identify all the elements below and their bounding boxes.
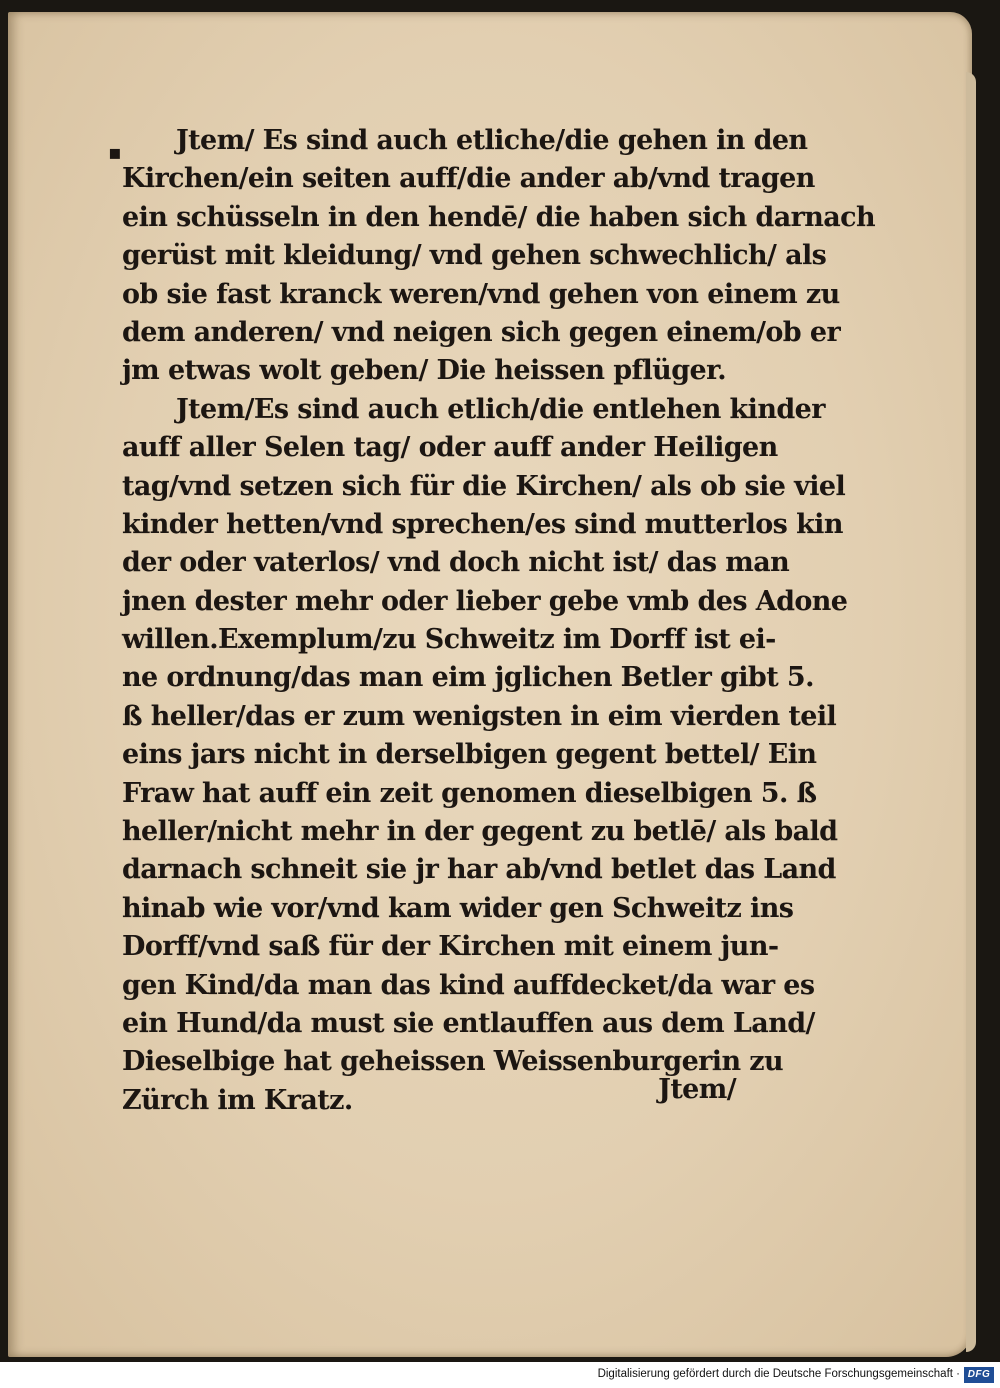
text-line-18: Fraw hat auff ein zeit genomen dieselbigen 5. ß (122, 777, 817, 809)
text-line-4: gerüst mit kleidung/ vnd gehen schwechlich/ als (122, 240, 827, 272)
footer-bar (0, 1362, 1000, 1388)
text-line-10: tag/vnd setzen sich für die Kirchen/ als ob sie viel (122, 470, 846, 502)
text-block (122, 122, 876, 1120)
text-line-25: Dieselbige hat geheissen Weissenburgerin zu (122, 1046, 784, 1078)
text-line-8: Jtem/Es sind auch etlich/die entlehen kinder (176, 393, 825, 425)
text-line-15: ne ordnung/das man eim jglichen Betler gibt 5. (122, 662, 814, 694)
catchword: Jtem/ (658, 1074, 736, 1105)
text-line-12: der oder vaterlos/ vnd doch nicht ist/ das man (122, 547, 790, 579)
text-line-24: ein Hund/da must sie entlauffen aus dem Land/ (122, 1007, 815, 1039)
text-line-14: willen.Exemplum/zu Schweitz im Dorff ist ei- (122, 624, 776, 656)
paragraph-mark: ▪ (108, 140, 122, 164)
text-line-3: ein schüsseln in den hendē/ die haben sich darnach (122, 201, 876, 233)
text-line-9: auff aller Selen tag/ oder auff ander Heiligen (122, 432, 778, 464)
text-line-17: eins jars nicht in derselbigen gegent bettel/ Ein (122, 739, 817, 771)
text-line-26: Zürch im Kratz. (122, 1084, 353, 1116)
text-line-6: dem anderen/ vnd neigen sich gegen einem/ob er (122, 316, 841, 348)
text-line-7: jm etwas wolt geben/ Die heissen pflüger. (122, 355, 727, 387)
text-line-21: hinab wie vor/vnd kam wider gen Schweitz ins (122, 892, 794, 924)
dfg-logo-icon[interactable]: DFG (964, 1367, 994, 1383)
text-line-22: Dorff/vnd saß für der Kirchen mit einem jun- (122, 931, 779, 963)
text-line-13: jnen dester mehr oder lieber gebe vmb des Adone (122, 585, 848, 617)
text-line-16: ß heller/das er zum wenigsten in eim vierden teil (122, 700, 837, 732)
text-line-2: Kirchen/ein seiten auff/die ander ab/vnd tragen (122, 163, 815, 195)
text-line-5: ob sie fast kranck weren/vnd gehen von einem zu (122, 278, 840, 310)
text-line-20: darnach schneit sie jr har ab/vnd betlet das Land (122, 854, 836, 886)
page-edge (966, 72, 976, 1352)
text-line-19: heller/nicht mehr in der gegent zu betlē/ als bald (122, 816, 838, 848)
text-line-11: kinder hetten/vnd sprechen/es sind mutterlos kin (122, 508, 843, 540)
text-line-1: Jtem/ Es sind auch etliche/die gehen in den (176, 125, 808, 156)
text-line-23: gen Kind/da man das kind auffdecket/da war es (122, 969, 815, 1001)
funding-credit: Digitalisierung gefördert durch die Deutsche Forschungsgemeinschaft · (597, 1368, 960, 1380)
